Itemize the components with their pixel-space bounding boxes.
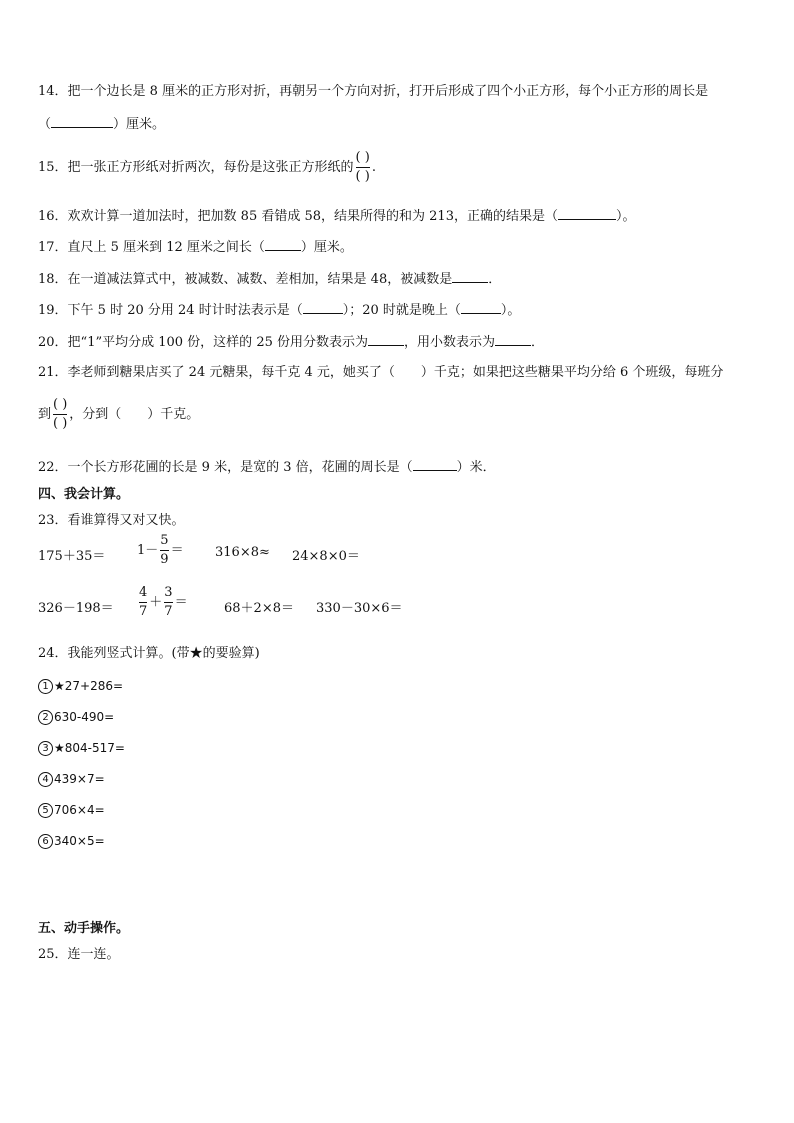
question-19-text: 19．下午 5 时 20 分用 24 时计时法表示是（ <box>38 303 303 318</box>
question-17-text: 17．直尺上 5 厘米到 12 厘米之间长（ <box>38 240 265 255</box>
fraction-bar <box>160 550 168 551</box>
fraction-numerator: ( ) <box>355 150 370 165</box>
fraction <box>160 533 168 568</box>
calc-item: 68＋2×8＝ <box>224 601 294 616</box>
answer-blank-1[interactable] <box>303 301 343 314</box>
question-22-end: ）米． <box>456 460 496 475</box>
section-heading-5: 五、动手操作。 <box>38 921 130 936</box>
fraction-answer[interactable] <box>356 150 370 185</box>
vertical-calc-item <box>38 677 123 696</box>
calc-item-fraction-sum <box>137 585 188 620</box>
answer-blank[interactable] <box>51 115 113 128</box>
fraction-denominator: ( ) <box>53 416 68 431</box>
question-17-end: ）厘米。 <box>300 240 353 255</box>
fraction-answer[interactable] <box>53 397 67 432</box>
answer-blank[interactable] <box>265 238 301 251</box>
fraction <box>164 585 172 620</box>
calc-item: 316×8≈ <box>215 545 270 560</box>
vertical-calc-item <box>38 708 114 727</box>
question-14-tail: ）厘米。 <box>113 117 166 132</box>
question-21-pre: 到 <box>38 407 52 422</box>
question-21-line2 <box>38 397 199 432</box>
fraction-denominator: 7 <box>139 604 148 619</box>
answer-blank-2[interactable] <box>461 301 501 314</box>
question-16-end: ）。 <box>615 209 636 224</box>
fraction-denominator: 7 <box>164 604 173 619</box>
calc-equals: ＝ <box>170 543 184 558</box>
fraction-numerator: ( ) <box>53 397 68 412</box>
question-20-mid: ，用小数表示为 <box>404 335 496 350</box>
calc-item: 330－30×6＝ <box>316 601 403 616</box>
calc-item: 326－198＝ <box>38 601 114 616</box>
circled-number: 4 <box>38 772 53 787</box>
answer-blank-1[interactable] <box>368 333 404 346</box>
fraction <box>139 585 147 620</box>
circled-number: 3 <box>38 741 53 756</box>
vertical-calc-expression: ★804-517= <box>54 741 125 755</box>
question-19 <box>38 301 520 320</box>
question-23-title: 23．看谁算得又对又快。 <box>38 513 185 528</box>
question-20 <box>38 333 544 352</box>
fraction-denominator: 9 <box>160 552 169 567</box>
vertical-calc-item <box>38 801 105 820</box>
fraction-bar <box>164 602 172 603</box>
question-24-title: 24．我能列竖式计算。(带★的要验算) <box>38 646 260 661</box>
question-16-text: 16．欢欢计算一道加法时，把加数 85 看错成 58，结果所得的和为 213，正确的结果是（ <box>38 209 558 224</box>
fraction-denominator: ( ) <box>355 169 370 184</box>
vertical-calc-item <box>38 739 125 758</box>
answer-blank[interactable] <box>413 458 457 471</box>
vertical-calc-expression: 439×7= <box>54 772 105 786</box>
question-22 <box>38 458 496 477</box>
vertical-calc-expression: 630-490= <box>54 710 115 724</box>
question-17 <box>38 238 353 257</box>
question-19-mid: ）；20 时就是晚上（ <box>342 303 461 318</box>
fraction-numerator: 4 <box>139 585 148 600</box>
question-16 <box>38 207 635 226</box>
question-14 <box>38 83 708 101</box>
calc-equals: ＝ <box>174 595 188 610</box>
calc-item: 175＋35＝ <box>38 549 106 564</box>
question-21-text: 21．李老师到糖果店买了 24 元糖果，每千克 4 元，她买了（ ）千克；如果把这些糖果平均分给 6 个班级，每班分 <box>38 365 724 380</box>
question-14-line2 <box>38 115 165 134</box>
fraction-bar <box>53 414 67 415</box>
section-heading-4: 四、我会计算。 <box>38 487 130 502</box>
question-20-end: ． <box>531 335 545 350</box>
question-20-text: 20．把“1”平均分成 100 份，这样的 25 份用分数表示为 <box>38 335 368 350</box>
vertical-calc-expression: ★27+286= <box>54 679 124 693</box>
fraction-numerator: 5 <box>160 533 169 548</box>
answer-blank[interactable] <box>452 270 488 283</box>
question-19-end: ）。 <box>500 303 521 318</box>
question-14-text: 14．把一个边长是 8 厘米的正方形对折，再朝另一个方向对折，打开后形成了四个小正方形，每个小正方形的周长是 <box>38 84 709 99</box>
answer-blank[interactable] <box>558 207 616 220</box>
question-21 <box>38 364 723 382</box>
question-15 <box>38 150 376 185</box>
vertical-calc-item <box>38 770 105 789</box>
question-21-post: ，分到（ ）千克。 <box>69 407 200 422</box>
question-15-text: 15．把一张正方形纸对折两次，每份是这张正方形纸的 <box>38 160 354 175</box>
question-18-end: ． <box>488 272 502 287</box>
calc-item-fraction <box>137 533 184 568</box>
circled-number: 6 <box>38 834 53 849</box>
calc-operator: ＋ <box>149 595 163 610</box>
vertical-calc-expression: 340×5= <box>54 834 105 848</box>
calc-item: 24×8×0＝ <box>292 549 360 564</box>
vertical-calc-expression: 706×4= <box>54 803 105 817</box>
circled-number: 2 <box>38 710 53 725</box>
question-15-end: . <box>371 160 376 175</box>
vertical-calc-item <box>38 832 105 851</box>
question-18-text: 18．在一道减法算式中，被减数、减数、差相加，结果是 48，被减数是 <box>38 272 453 287</box>
answer-blank-2[interactable] <box>495 333 531 346</box>
question-25: 25．连一连。 <box>38 947 120 962</box>
question-22-text: 22．一个长方形花圃的长是 9 米，是宽的 3 倍，花圃的周长是（ <box>38 460 413 475</box>
circled-number: 5 <box>38 803 53 818</box>
paren-open: （ <box>38 117 52 132</box>
fraction-numerator: 3 <box>164 585 173 600</box>
fraction-bar <box>139 602 147 603</box>
circled-number: 1 <box>38 679 53 694</box>
question-18 <box>38 270 501 289</box>
fraction-bar <box>356 167 370 168</box>
calc-prefix: 1－ <box>137 543 159 558</box>
